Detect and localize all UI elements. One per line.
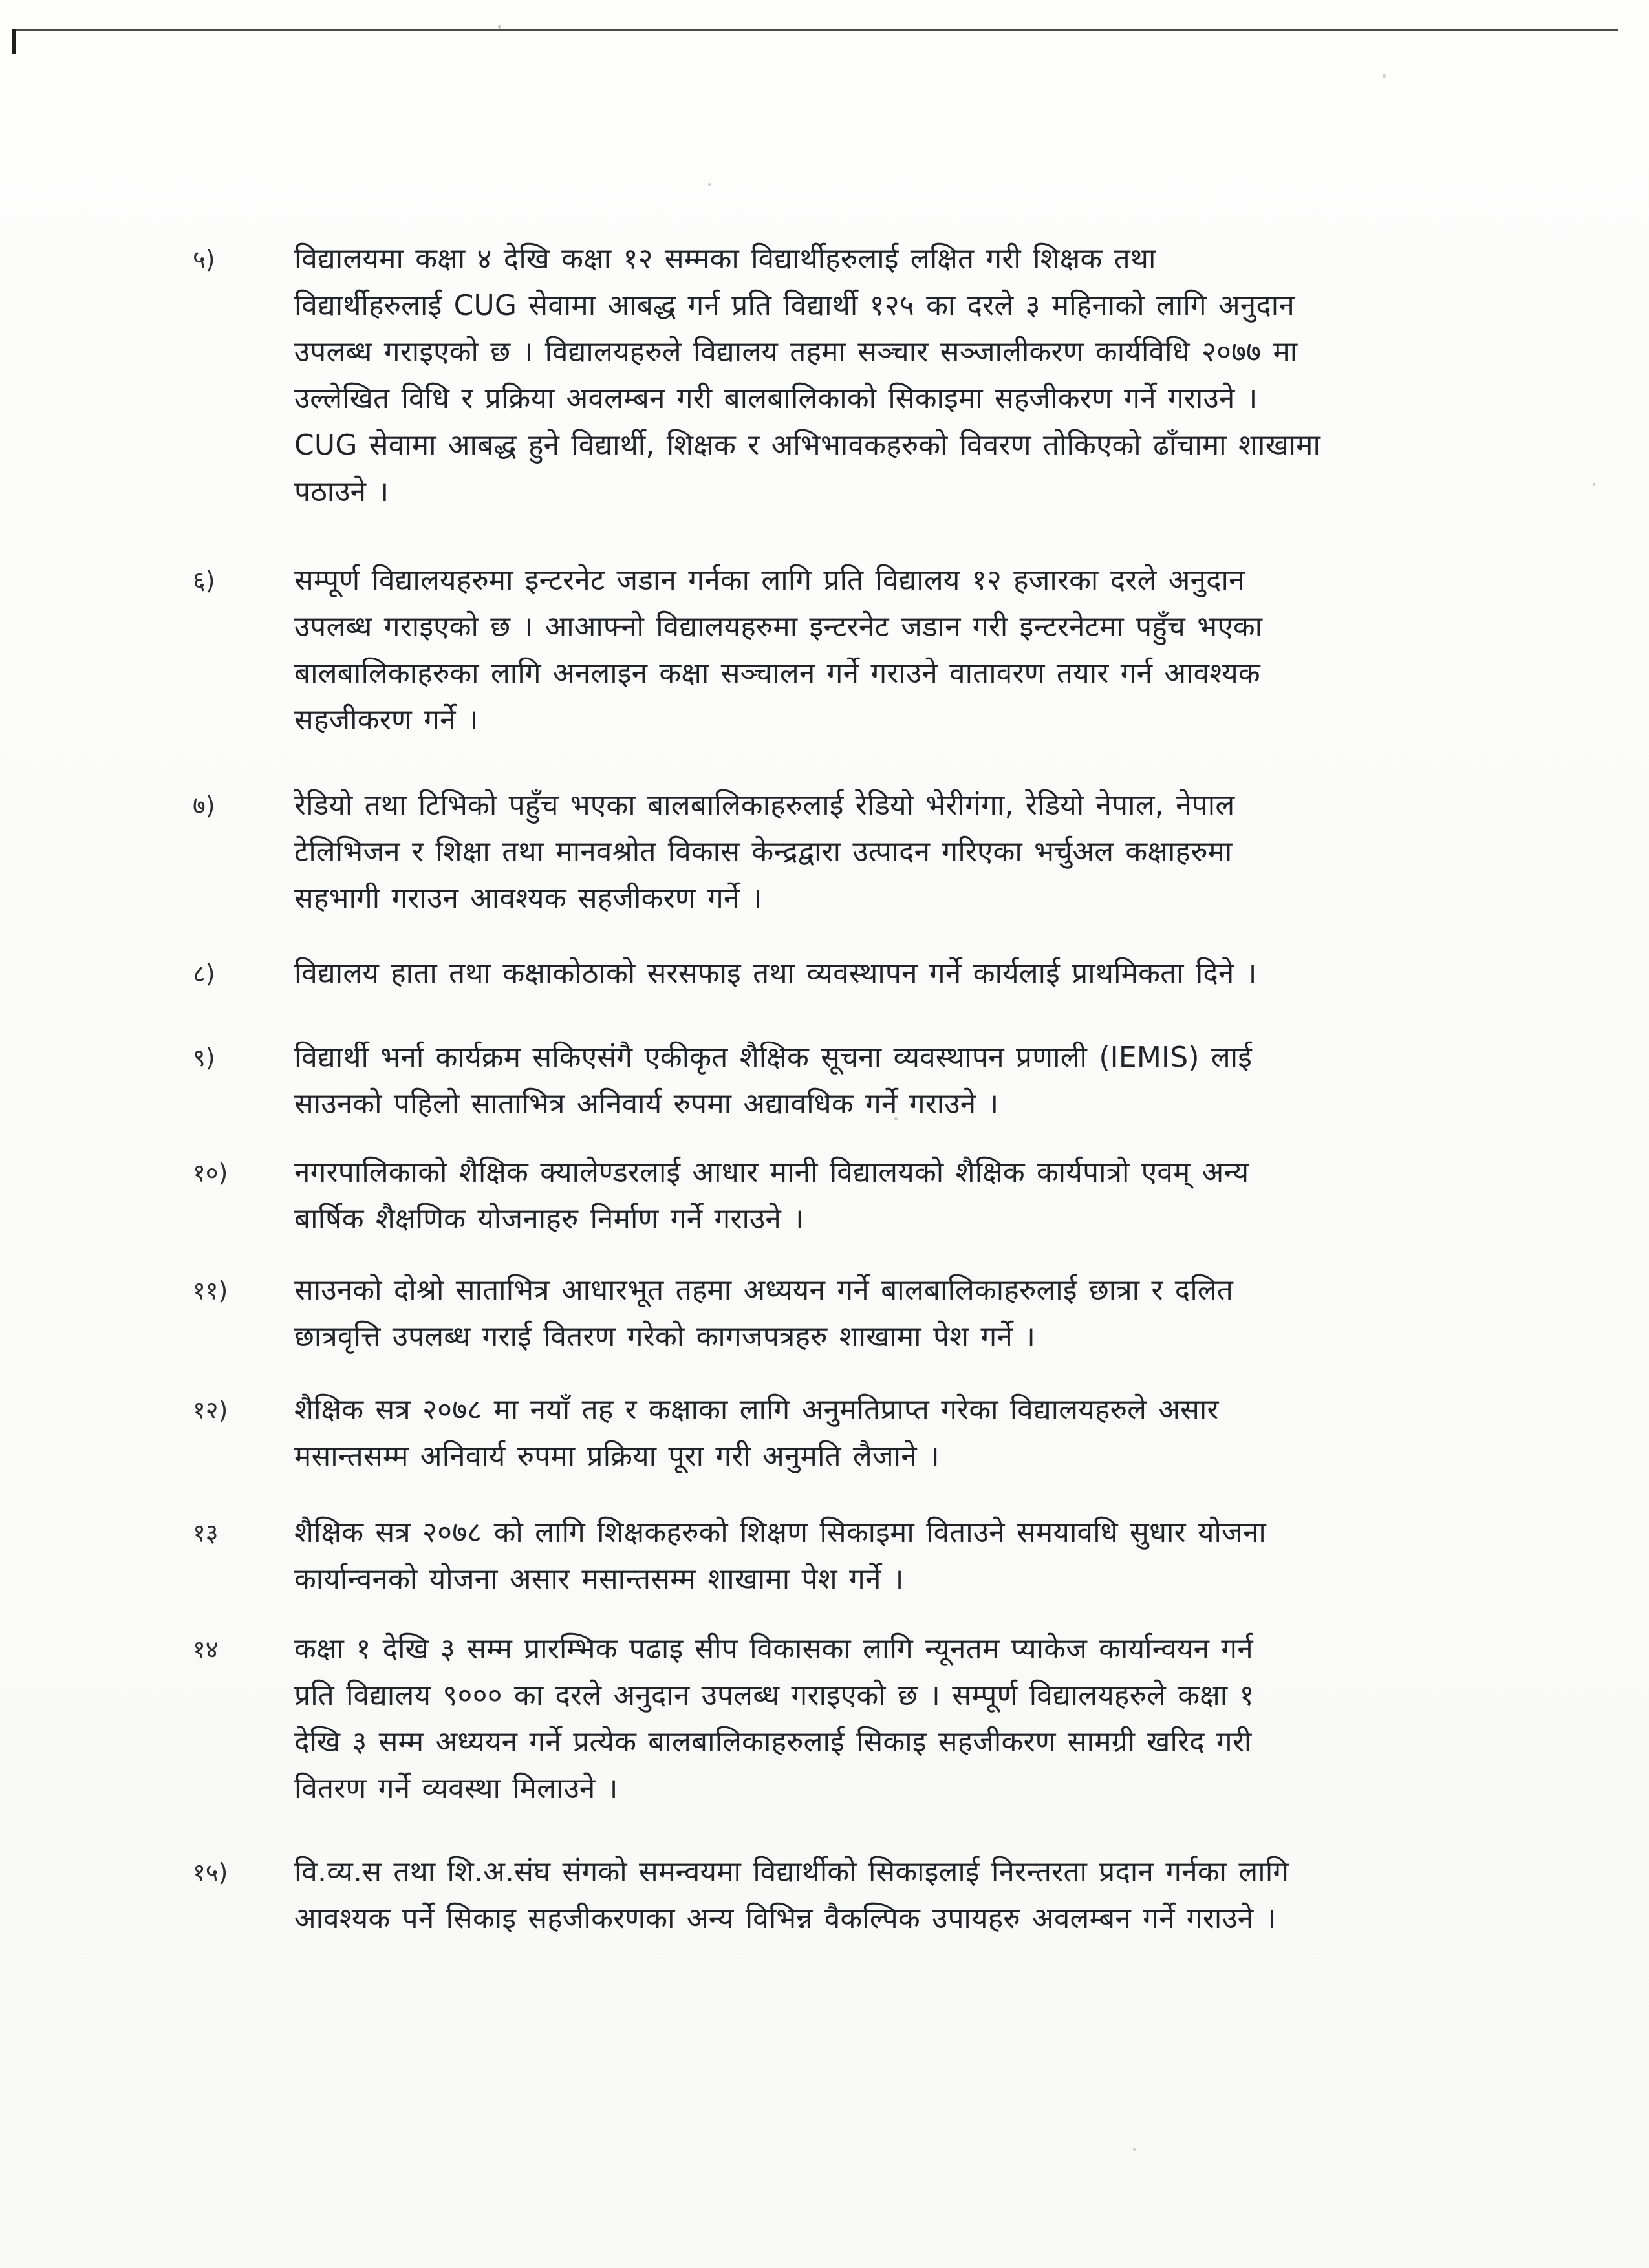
text-line: शैक्षिक सत्र २०७८ को लागि शिक्षकहरुको शिक्षण सिकाइमा विताउने समयावधि सुधार योजना — [294, 1516, 1267, 1549]
item-text — [294, 1267, 1468, 1360]
item-number: १४ — [193, 1635, 219, 1664]
text-line: उपलब्ध गराइएको छ । आआफ्नो विद्यालयहरुमा इन्टरनेट जडान गरी इन्टरनेटमा पहुँच भएका — [294, 610, 1263, 643]
text-line: रेडियो तथा टिभिको पहुँच भएका बालबालिकाहरुलाई रेडियो भेरीगंगा, रेडियो नेपाल, नेपाल — [294, 789, 1235, 822]
scan-speck — [1133, 2148, 1136, 2151]
text-line: वितरण गर्ने व्यवस्था मिलाउने । — [294, 1772, 618, 1805]
text-line: सहजीकरण गर्ने । — [294, 703, 479, 736]
item-text — [294, 557, 1468, 744]
item-number: ७) — [193, 791, 215, 820]
scan-speck — [708, 183, 711, 186]
text-line: उपलब्ध गराइएको छ । विद्यालयहरुले विद्यालय तहमा सञ्चार सञ्जालीकरण कार्यविधि २०७७ मा — [294, 336, 1298, 369]
text-line: विद्यालयमा कक्षा ४ देखि कक्षा १२ सम्मका विद्यार्थीहरुलाई लक्षित गरी शिक्षक तथा — [294, 242, 1156, 275]
scan-border-top — [12, 29, 1618, 31]
text-line: प्रति विद्यालय ९००० का दरले अनुदान उपलब्ध गराइएको छ । सम्पूर्ण विद्यालयहरुले कक्षा १ — [294, 1679, 1255, 1712]
item-number: १२) — [193, 1396, 228, 1424]
text-line: वि.व्य.स तथा शि.अ.संघ संगको समन्वयमा विद्यार्थीको सिकाइलाई निरन्तरता प्रदान गर्नका लागि — [294, 1856, 1289, 1888]
item-text — [294, 782, 1468, 922]
item-text — [294, 1387, 1468, 1480]
text-line: देखि ३ सम्म अध्ययन गर्ने प्रत्येक बालबालिकाहरुलाई सिकाइ सहजीकरण सामग्री खरिद गरी — [294, 1726, 1252, 1759]
text-line: कार्यान्वनको योजना असार मसान्तसम्म शाखामा पेश गर्ने । — [294, 1563, 904, 1596]
item-number: ६) — [193, 566, 215, 595]
text-line: आवश्यक पर्ने सिकाइ सहजीकरणका अन्य विभिन्न वैकल्पिक उपायहरु अवलम्बन गर्ने गराउने । — [294, 1902, 1277, 1935]
text-line: मसान्तसम्म अनिवार्य रुपमा प्रक्रिया पूरा गरी अनुमति लैजाने । — [294, 1440, 940, 1473]
item-number: ५) — [193, 245, 215, 273]
text-line: सहभागी गराउन आवश्यक सहजीकरण गर्ने । — [294, 882, 762, 915]
item-number: ८) — [193, 959, 215, 988]
text-line: साउनको पहिलो साताभित्र अनिवार्य रुपमा अद्यावधिक गर्ने गराउने । — [294, 1087, 999, 1120]
text-line: विद्यार्थी भर्ना कार्यक्रम सकिएसंगै एकीकृत शैक्षिक सूचना व्यवस्थापन प्रणाली (IEMIS) लाई — [294, 1041, 1253, 1074]
item-number: १३ — [193, 1519, 219, 1547]
scan-border-left-mark — [12, 29, 16, 54]
item-number: १०) — [193, 1159, 228, 1187]
text-line: बार्षिक शैक्षणिक योजनाहरु निर्माण गर्ने गराउने । — [294, 1203, 804, 1236]
item-number: १५) — [193, 1858, 228, 1887]
text-line: टेलिभिजन र शिक्षा तथा मानवश्रोत विकास केन्द्रद्वारा उत्पादन गरिएका भर्चुअल कक्षाहरुमा — [294, 835, 1233, 868]
text-line: नगरपालिकाको शैक्षिक क्यालेण्डरलाई आधार मानी विद्यालयको शैक्षिक कार्यपात्रो एवम् अन्य — [294, 1156, 1249, 1189]
text-line: बालबालिकाहरुका लागि अनलाइन कक्षा सञ्चालन गर्ने गराउने वातावरण तयार गर्न आवश्यक — [294, 657, 1260, 690]
text-line: CUG सेवामा आबद्ध हुने विद्यार्थी, शिक्षक र अभिभावकहरुको विवरण तोकिएको ढाँचामा शाखामा — [294, 429, 1321, 462]
item-text — [294, 1849, 1468, 1942]
text-line: छात्रवृत्ति उपलब्ध गराई वितरण गरेको कागजपत्रहरु शाखामा पेश गर्ने । — [294, 1320, 1036, 1353]
item-text — [294, 950, 1468, 997]
item-text — [294, 236, 1468, 515]
item-text — [294, 1510, 1468, 1603]
text-line: कक्षा १ देखि ३ सम्म प्रारम्भिक पढाइ सीप विकासका लागि न्यूनतम प्याकेज कार्यान्वयन गर्न — [294, 1632, 1253, 1665]
scan-speck — [1383, 74, 1386, 78]
text-line: शैक्षिक सत्र २०७८ मा नयाँ तह र कक्षाका लागि अनुमतिप्राप्त गरेका विद्यालयहरुले असार — [294, 1393, 1219, 1426]
text-line: पठाउने । — [294, 475, 389, 508]
text-line: विद्यार्थीहरुलाई CUG सेवामा आबद्ध गर्न प्रति विद्यार्थी १२५ का दरले ३ महिनाको लागि अनुदान — [294, 289, 1295, 322]
item-number: ११) — [193, 1276, 228, 1305]
item-number: ९) — [193, 1043, 215, 1072]
text-line: साउनको दोश्रो साताभित्र आधारभूत तहमा अध्ययन गर्ने बालबालिकाहरुलाई छात्रा र दलित — [294, 1274, 1234, 1307]
text-line: सम्पूर्ण विद्यालयहरुमा इन्टरनेट जडान गर्नका लागि प्रति विद्यालय १२ हजारका दरले अनुदान — [294, 564, 1245, 597]
text-line: उल्लेखित विधि र प्रक्रिया अवलम्बन गरी बालबालिकाको सिकाइमा सहजीकरण गर्ने गराउने । — [294, 382, 1258, 415]
item-text — [294, 1626, 1468, 1812]
item-text — [294, 1034, 1468, 1128]
scan-speck — [1593, 483, 1595, 486]
item-text — [294, 1150, 1468, 1243]
scan-speck — [498, 25, 501, 29]
text-line: विद्यालय हाता तथा कक्षाकोठाको सरसफाइ तथा व्यवस्थापन गर्ने कार्यलाई प्राथमिकता दिने । — [294, 957, 1257, 990]
